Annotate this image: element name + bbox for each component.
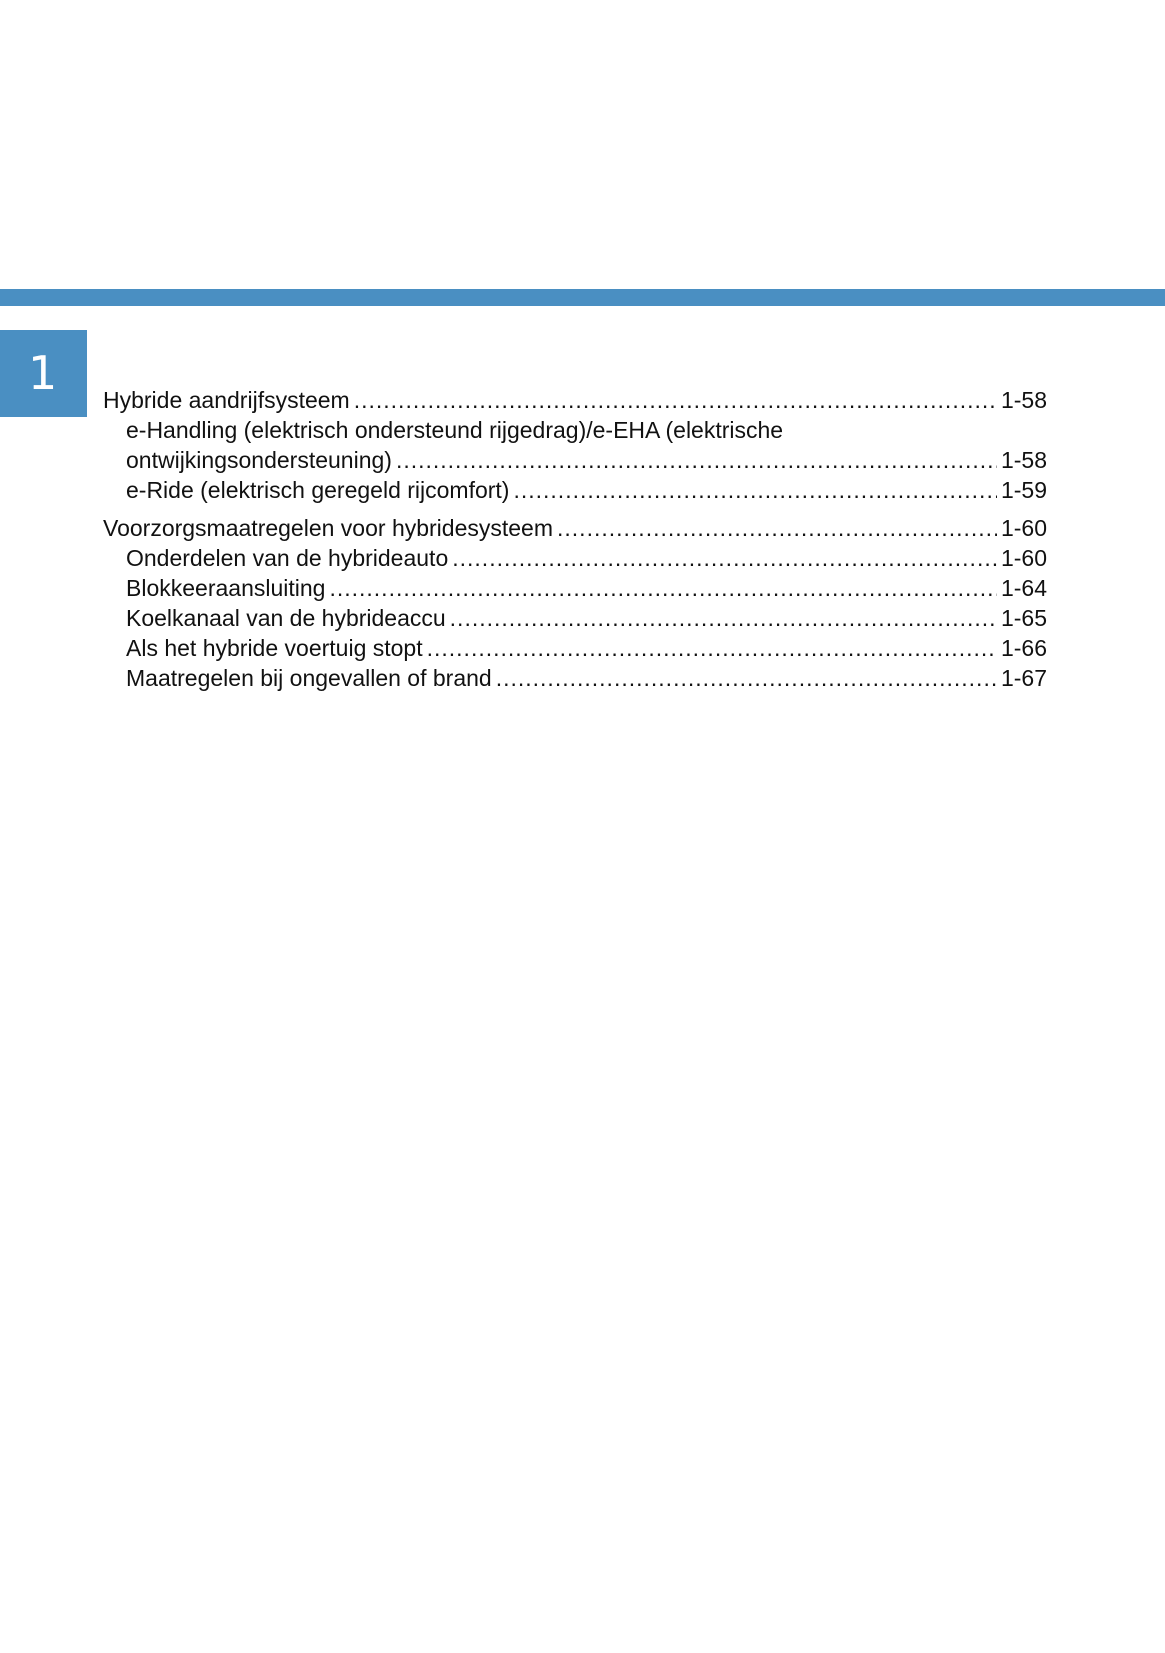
toc-subentry[interactable] [103, 633, 1047, 663]
toc-dot-leader [329, 573, 997, 603]
header-color-bar [0, 289, 1165, 306]
toc-subentry-title: Maatregelen bij ongevallen of brand [126, 665, 492, 691]
toc-subentry-title: Als het hybride voertuig stopt [126, 635, 423, 661]
toc-entry-title: Hybride aandrijfsysteem [103, 387, 350, 413]
toc-subentry-page: 1-65 [1000, 605, 1047, 631]
toc-entry[interactable] [103, 513, 1047, 543]
toc-entry[interactable] [103, 385, 1047, 415]
toc-dot-leader [513, 475, 996, 505]
table-of-contents [103, 385, 1047, 693]
toc-dot-leader [396, 445, 997, 475]
toc-subentry-page: 1-60 [1000, 545, 1047, 571]
toc-subentry-title: e-Ride (elektrisch geregeld rijcomfort) [126, 477, 510, 503]
toc-dot-leader [354, 385, 997, 415]
toc-entry-page: 1-60 [1000, 515, 1047, 541]
toc-subentry-page: 1-64 [1000, 575, 1047, 601]
toc-subentry[interactable] [103, 603, 1047, 633]
toc-subentry-page: 1-67 [1000, 665, 1047, 691]
toc-subentry[interactable] [103, 573, 1047, 603]
toc-subentry[interactable] [103, 415, 1047, 475]
toc-subentry-page: 1-66 [1000, 635, 1047, 661]
toc-subentry-title: Blokkeeraansluiting [126, 575, 326, 601]
toc-dot-leader [496, 663, 997, 693]
toc-subentry[interactable] [103, 543, 1047, 573]
toc-subentry-title-line1: e-Handling (elektrisch ondersteund rijgedrag)/e-EHA (elektrische [126, 417, 784, 443]
toc-subentry-title: Onderdelen van de hybrideauto [126, 545, 449, 571]
toc-dot-leader [427, 633, 997, 663]
toc-subentry-title-line2: ontwijkingsondersteuning) [126, 447, 392, 473]
toc-dot-leader [452, 543, 997, 573]
toc-subentry-page: 1-58 [1000, 447, 1047, 473]
chapter-number-tab: 1 [0, 330, 87, 417]
toc-entry-page: 1-58 [1000, 387, 1047, 413]
toc-dot-leader [450, 603, 997, 633]
toc-subentry[interactable] [103, 663, 1047, 693]
toc-entry-title: Voorzorgsmaatregelen voor hybridesysteem [103, 515, 554, 541]
toc-subentry-page: 1-59 [1000, 477, 1047, 503]
toc-dot-leader [557, 513, 997, 543]
toc-subentry[interactable] [103, 475, 1047, 505]
toc-subentry-title: Koelkanaal van de hybrideaccu [126, 605, 446, 631]
